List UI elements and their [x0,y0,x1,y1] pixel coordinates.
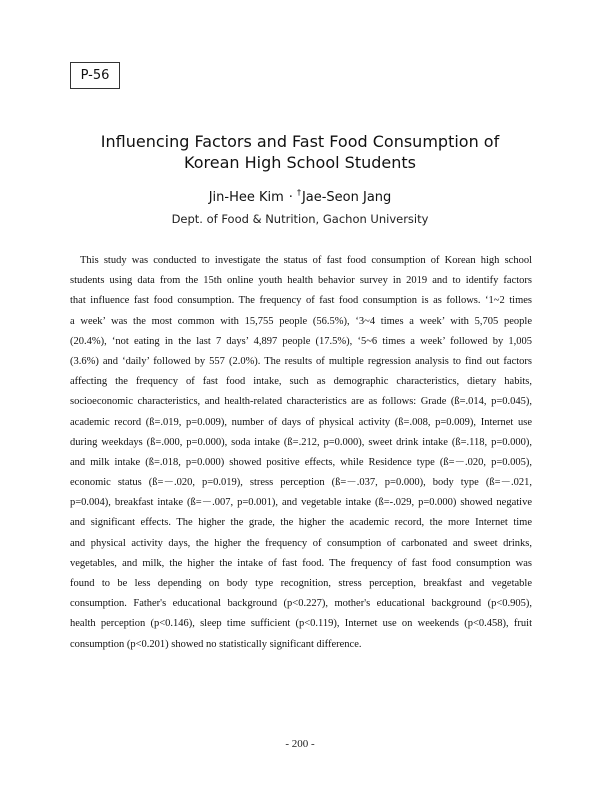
abstract-line: a week’ was the most common with 15,755 people (56.5%), ‘3~4 times a week’ with 5,705 people [70,315,532,327]
paper-title [60,131,540,173]
abstract-line: that influence fast food consumption. The frequency of fast food consumption is as follows. ‘1~2 times [70,295,532,307]
corresponding-author-mark: † [296,188,301,197]
abstract-line: consumption (p<0.201) showed no statistically significant difference. [70,638,362,650]
abstract-line: affecting the frequency of fast food intake, such as demographic characteristics, dietary habits, [70,376,532,388]
abstract-line: and significant effects. The higher the grade, the higher the academic record, the more Internet time [70,517,532,529]
abstract-line: students using data from the 15th online youth health behavior survey in 2019 and to identify factors [70,275,532,287]
abstract-line: and milk intake (ß=.018, p=0.000) showed positive effects, while Residence type (ß=－.020, p=0.005), [70,456,532,468]
title-line-1: Influencing Factors and Fast Food Consumption of [100,132,500,151]
poster-code: P-56 [80,68,110,83]
abstract-line: and physical activity days, the higher the frequency of consumption of carbonated and sweet drinks, [70,537,532,549]
title-line-2: Korean High School Students [184,153,416,172]
abstract-line: socioeconomic characteristics, and health-related characteristics are as follows: Grade (ß=.014, p=0.045), [70,396,532,408]
affiliation: Dept. of Food & Nutrition, Gachon University [171,212,429,226]
abstract-line: (20.4%), ‘not eating in the last 7 days’ 4,897 people (17.5%), ‘5~6 times a week’ followed by 1,005 [70,335,532,347]
abstract-line: This study was conducted to investigate the status of fast food consumption of Korean high school [80,255,532,266]
author-2: Jae-Seon Jang [301,190,392,205]
abstract-line: vegetables, and milk, the higher the intake of fast food. The frequency of fast food consumption was [70,557,532,569]
abstract-line: p=0.004), breakfast intake (ß=－.007, p=0.001), and vegetable intake (ß=-.029, p=0.000) showed negative [70,497,532,509]
abstract-line: found to be less depending on body type recognition, stress perception, breakfast and vegetable [70,578,532,589]
page-number: - 200 - [285,738,315,750]
abstract-line: consumption. Father's educational background (p<0.227), mother's educational background (p<0.905), [70,598,532,610]
poster-code-box [70,62,120,89]
author-separator: · [288,190,293,205]
abstract-body [70,251,532,655]
abstract-line: academic record (ß=.019, p=0.009), number of days of physical activity (ß=.008, p=0.009), Internet use [70,416,532,428]
author-1: Jin-Hee Kim [208,190,284,205]
author-list [60,188,540,205]
abstract-line: (3.6%) and ‘daily’ followed by 557 (2.0%). The results of multiple regression analysis to find out factors [70,355,532,367]
abstract-line: during weekdays (ß=.000, p=0.000), soda intake (ß=.212, p=0.000), sweet drink intake (ß=.118, p=0.000), [70,436,532,448]
abstract-line: economic status (ß=－.020, p=0.019), stress perception (ß=－.037, p=0.000), body type (ß=－.021, [70,477,532,489]
abstract-line: health perception (p<0.146), sleep time sufficient (p<0.119), Internet use on weekends (p<0.458), fruit [70,618,532,630]
